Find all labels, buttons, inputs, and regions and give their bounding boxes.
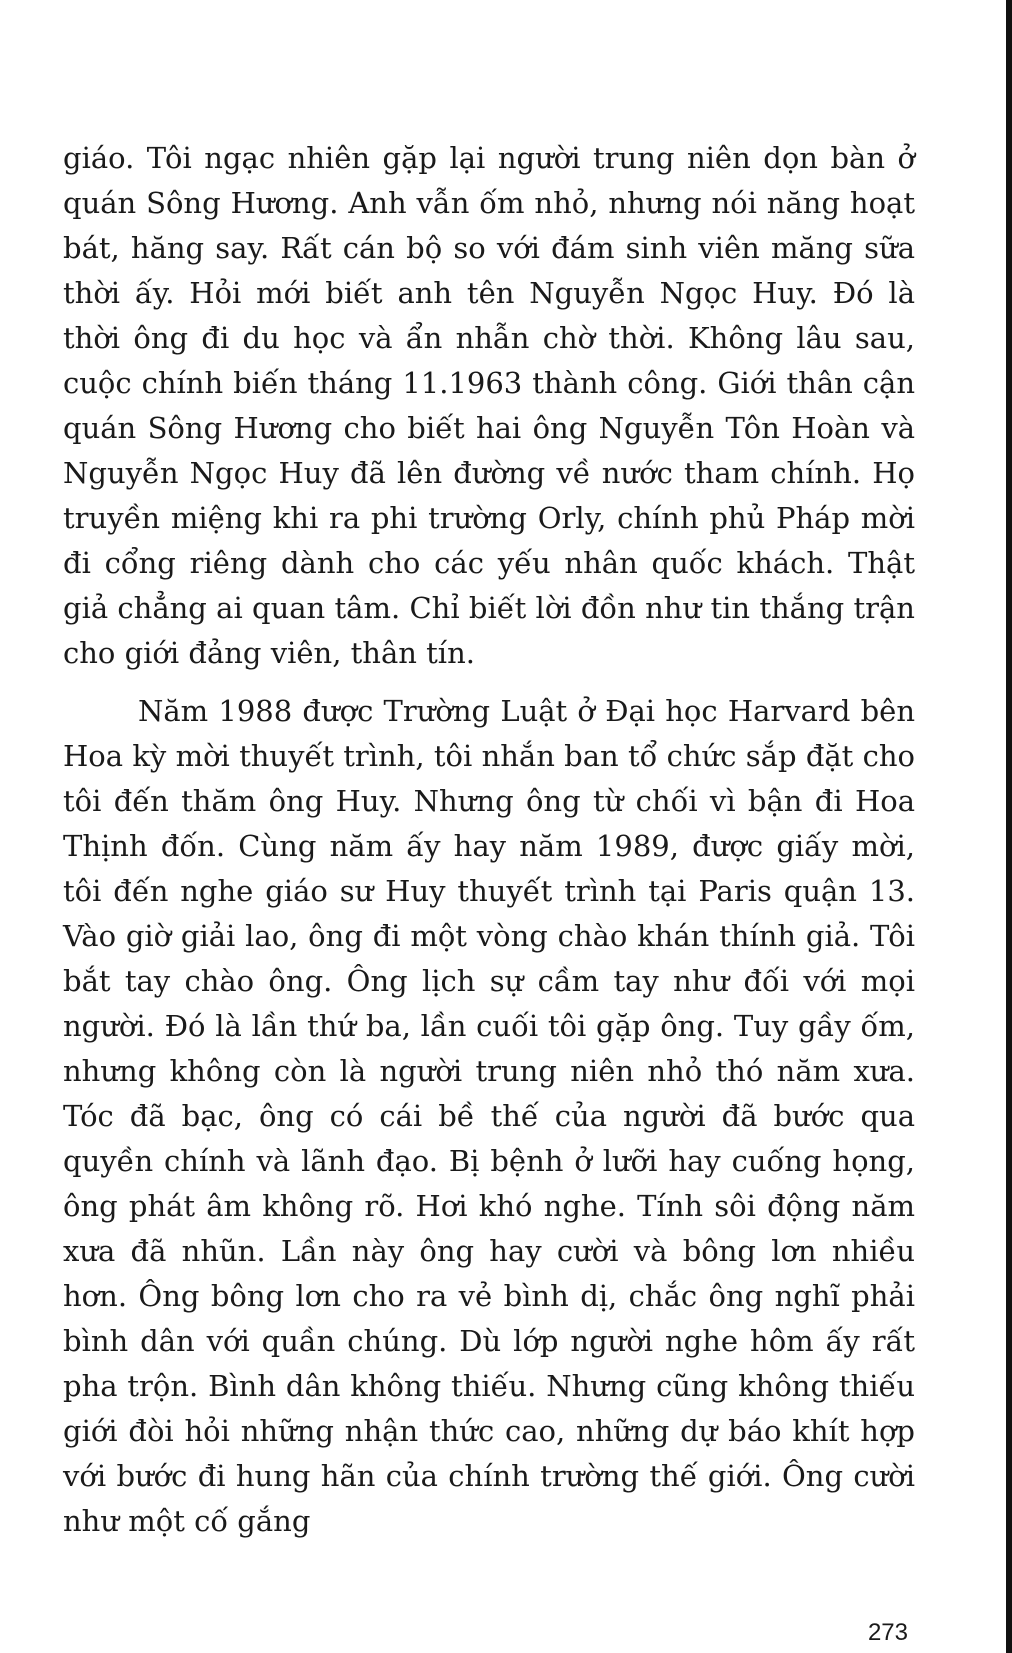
page-edge-shadow xyxy=(1006,0,1012,1653)
paragraph-1: giáo. Tôi ngạc nhiên gặp lại người trung niên dọn bàn ở quán Sông Hương. Anh vẫn ốm nhỏ, nhưng nói năng hoạt bát, hăng say. Rất cán bộ so với đám sinh viên măng sữa thời ấy. Hỏi mới biết anh tên Nguyễn Ngọc Huy. Đó là thời ông đi du học và ẩn nhẫn chờ thời. Không lâu sau, cuộc chính biến tháng 11.1963 thành công. Giới thân cận quán Sông Hương cho biết hai ông Nguyễn Tôn Hoàn và Nguyễn Ngọc Huy đã lên đường về nước tham chính. Họ truyền miệng khi ra phi trường Orly, chính phủ Pháp mời đi cổng riêng dành cho các yếu nhân quốc khách. Thật giả chẳng ai quan tâm. Chỉ biết lời đồn như tin thắng trận cho giới đảng viên, thân tín. xyxy=(63,141,915,670)
page-number: 273 xyxy=(867,1619,908,1646)
body-text xyxy=(63,136,915,1544)
paragraph-2: Năm 1988 được Trường Luật ở Đại học Harvard bên Hoa kỳ mời thuyết trình, tôi nhắn ban tổ chức sắp đặt cho tôi đến thăm ông Huy. Nhưng ông từ chối vì bận đi Hoa Thịnh đốn. Cùng năm ấy hay năm 1989, được giấy mời, tôi đến nghe giáo sư Huy thuyết trình tại Paris quận 13. Vào giờ giải lao, ông đi một vòng chào khán thính giả. Tôi bắt tay chào ông. Ông lịch sự cầm tay như đối với mọi người. Đó là lần thứ ba, lần cuối tôi gặp ông. Tuy gầy ốm, nhưng không còn là người trung niên nhỏ thó năm xưa. Tóc đã bạc, ông có cái bề thế của người đã bước qua quyền chính và lãnh đạo. Bị bệnh ở lưỡi hay cuống họng, ông phát âm không rõ. Hơi khó nghe. Tính sôi động năm xưa đã nhũn. Lần này ông hay cười và bông lơn nhiều hơn. Ông bông lơn cho ra vẻ bình dị, chắc ông nghĩ phải bình dân với quần chúng. Dù lớp người nghe hôm ấy rất pha trộn. Bình dân không thiếu. Nhưng cũng không thiếu giới đòi hỏi những nhận thức cao, những dự báo khít hợp với bước đi hung hãn của chính trường thế giới. Ông cười như một cố gắng xyxy=(63,694,915,1538)
